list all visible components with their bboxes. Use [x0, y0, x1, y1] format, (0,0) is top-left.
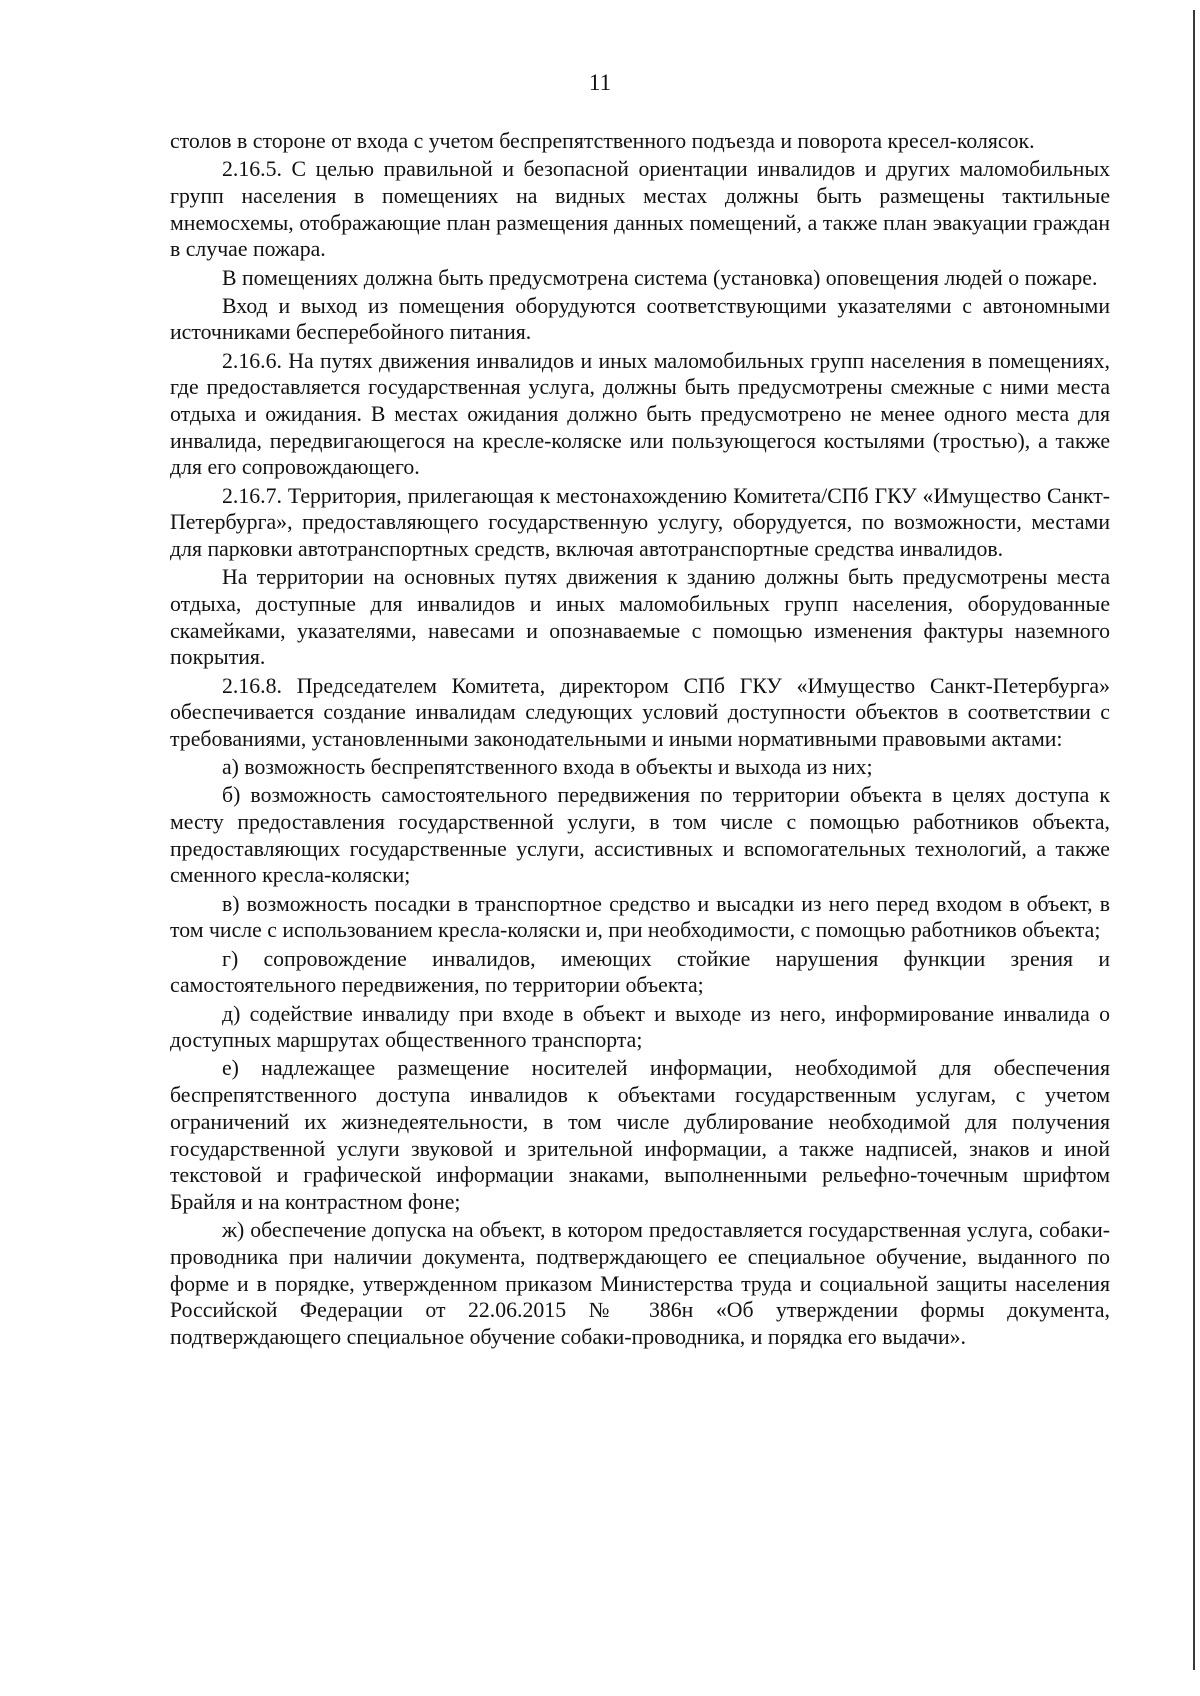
paragraph-2-16-5: 2.16.5. С целью правильной и безопасной ориентации инвалидов и других маломобильных групп населения в помещениях на видных местах должны быть размещены тактильные мнемосхемы, отображающие план размещения данных помещений, а также план эвакуации граждан в случае пожара. — [170, 157, 1110, 262]
page-number: 11 — [588, 70, 612, 95]
paragraph-2-16-7: 2.16.7. Территория, прилегающая к местонахождению Комитета/СПб ГКУ «Имущество Санкт-Петербурга», предоставляющего государственную услугу, оборудуется, по возможности, местами для парковки автотранспортных средств, включая автотранспортные средства инвалидов. — [170, 483, 1110, 562]
paragraph-territory: На территории на основных путях движения к зданию должны быть предусмотрены места отдыха, доступные для инвалидов и иных маломобильных групп населения, оборудованные скамейками, указателями, навесами и опознаваемые с помощью изменения фактуры наземного покрытия. — [170, 565, 1110, 670]
paragraph-continuation: столов в стороне от входа с учетом беспрепятственного подъезда и поворота кресел-колясок. — [170, 129, 1035, 153]
document-body — [170, 128, 1110, 1352]
scan-edge-line — [1193, 10, 1195, 1670]
list-item-e: е) надлежащее размещение носителей информации, необходимой для обеспечения беспрепятственного доступа инвалидов к объектами государственным услугам, с учетом ограничений их жизнедеятельности, в том числе дублирование необходимой для получения государственной услуги звуковой и зрительной информации, а также надписей, знаков и иной текстовой и графической информации знаками, выполненными рельефно-точечным шрифтом Брайля и на контрастном фоне; — [170, 1056, 1110, 1214]
list-item-v: в) возможность посадки в транспортное средство и высадки из него перед входом в объект, в том числе с использованием кресла-коляски и, при необходимости, с помощью работников объекта; — [170, 891, 1110, 943]
list-item-d: д) содействие инвалиду при входе в объект и выходе из него, информирование инвалида о доступных маршрутах общественного транспорта; — [170, 1001, 1110, 1053]
paragraph-fire-alert: В помещениях должна быть предусмотрена система (установка) оповещения людей о пожаре. — [222, 265, 1098, 290]
list-item-a: а) возможность беспрепятственного входа в объекты и выхода из них; — [222, 755, 873, 780]
list-item-zh: ж) обеспечение допуска на объект, в котором предоставляется государственная услуга, собаки-проводника при наличии документа, подтверждающего ее специальное обучение, выданного по форме и в порядке, утвержденном приказом Министерства труда и социальной защиты населения Российской Федерации от 22.06.2015 № 386н «Об утверждении формы документа, подтверждающего специальное обучение собаки-проводника, и порядка его выдачи». — [170, 1218, 1110, 1349]
list-item-g: г) сопровождение инвалидов, имеющих стойкие нарушения функции зрения и самостоятельного передвижения, по территории объекта; — [170, 946, 1110, 998]
paragraph-entrance-exit: Вход и выход из помещения оборудуются соответствующими указателями с автономными источниками бесперебойного питания. — [170, 293, 1110, 345]
list-item-b: б) возможность самостоятельного передвижения по территории объекта в целях доступа к месту предоставления государственной услуги, в том числе с помощью работников объекта, предоставляющих государственные услуги, ассистивных и вспомогательных технологий, а также сменного кресла-коляски; — [170, 783, 1110, 888]
paragraph-2-16-6: 2.16.6. На путях движения инвалидов и иных маломобильных групп населения в помещениях, где предоставляется государственная услуга, должны быть предусмотрены смежные с ними места отдыха и ожидания. В местах ожидания должно быть предусмотрено не менее одного места для инвалида, передвигающегося на кресле-коляске или пользующегося костылями (тростью), а также для его сопровождающего. — [170, 348, 1110, 480]
paragraph-2-16-8: 2.16.8. Председателем Комитета, директором СПб ГКУ «Имущество Санкт-Петербурга» обеспечивается создание инвалидам следующих условий доступности объектов в соответствии с требованиями, установленными законодательными и иными нормативными правовыми актами: — [170, 673, 1110, 751]
